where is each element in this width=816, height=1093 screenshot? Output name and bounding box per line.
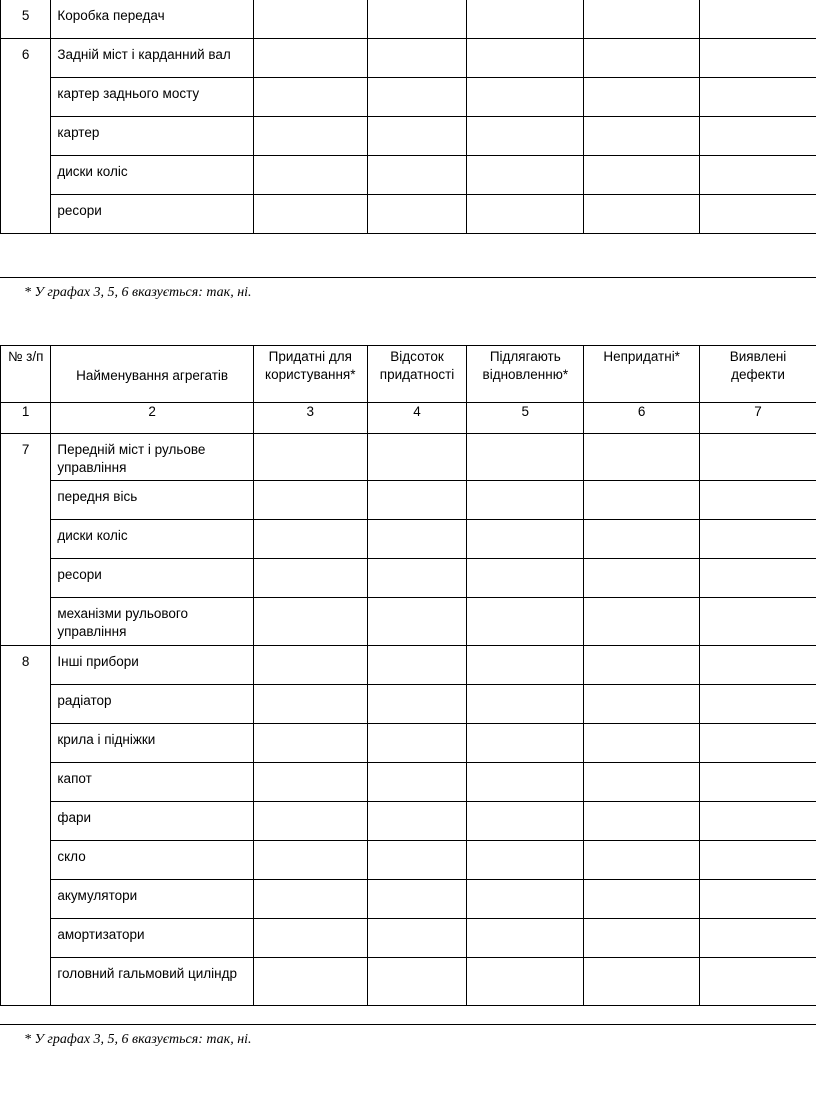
- cell-col6[interactable]: [584, 724, 700, 763]
- cell-col3[interactable]: [253, 0, 367, 39]
- cell-col7[interactable]: [700, 156, 816, 195]
- cell-col6[interactable]: [584, 958, 700, 1006]
- table-row: [1, 0, 816, 39]
- table-row: [1, 156, 816, 195]
- cell-col4[interactable]: [367, 78, 467, 117]
- cell-col6[interactable]: [584, 117, 700, 156]
- unit-name: Передній міст і рульове управління: [51, 434, 253, 481]
- table-row: [1, 919, 816, 958]
- cell-col5[interactable]: [467, 117, 584, 156]
- cell-col5[interactable]: [467, 78, 584, 117]
- table-row: [1, 802, 816, 841]
- cell-col5[interactable]: [467, 156, 584, 195]
- cell-col5[interactable]: [467, 724, 584, 763]
- row-number: 5: [1, 0, 51, 39]
- cell-col4[interactable]: [367, 520, 467, 559]
- table-row: [1, 481, 816, 520]
- cell-col5[interactable]: [467, 646, 584, 685]
- cell-col4[interactable]: [367, 802, 467, 841]
- cell-col7[interactable]: [700, 481, 816, 520]
- cell-col6[interactable]: [584, 39, 700, 78]
- cell-col7[interactable]: [700, 841, 816, 880]
- cell-col7[interactable]: [700, 880, 816, 919]
- table-row: [1, 958, 816, 1006]
- footnote-rule: [0, 277, 816, 278]
- cell-col3[interactable]: [253, 724, 367, 763]
- column-index: 6: [584, 403, 700, 434]
- cell-col3[interactable]: [253, 434, 367, 481]
- footnote: * У графах 3, 5, 6 вказується: так, ні.: [24, 1032, 252, 1047]
- cell-col3[interactable]: [253, 919, 367, 958]
- cell-col5[interactable]: [467, 434, 584, 481]
- cell-col3[interactable]: [253, 39, 367, 78]
- cell-col5[interactable]: [467, 919, 584, 958]
- cell-col6[interactable]: [584, 481, 700, 520]
- cell-col7[interactable]: [700, 598, 816, 646]
- cell-col3[interactable]: [253, 646, 367, 685]
- unit-name: головний гальмовий циліндр: [51, 958, 253, 1006]
- unit-name: картер заднього мосту: [51, 78, 253, 117]
- cell-col4[interactable]: [367, 646, 467, 685]
- column-index: 7: [700, 403, 816, 434]
- cell-col5[interactable]: [467, 598, 584, 646]
- cell-col6[interactable]: [584, 646, 700, 685]
- cell-col7[interactable]: [700, 117, 816, 156]
- unit-name: ресори: [51, 559, 253, 598]
- defects-table-part1: [0, 0, 816, 234]
- column-index: 2: [51, 403, 253, 434]
- unit-name: механізми рульового управління: [51, 598, 253, 646]
- cell-col5[interactable]: [467, 39, 584, 78]
- cell-col3[interactable]: [253, 481, 367, 520]
- cell-col5[interactable]: [467, 481, 584, 520]
- cell-col3[interactable]: [253, 598, 367, 646]
- unit-name: скло: [51, 841, 253, 880]
- cell-col7[interactable]: [700, 919, 816, 958]
- cell-col3[interactable]: [253, 520, 367, 559]
- cell-col3[interactable]: [253, 195, 367, 234]
- cell-col4[interactable]: [367, 598, 467, 646]
- table-row: [1, 880, 816, 919]
- cell-col3[interactable]: [253, 763, 367, 802]
- table-row: [1, 78, 816, 117]
- cell-col6[interactable]: [584, 434, 700, 481]
- cell-col7[interactable]: [700, 763, 816, 802]
- cell-col5[interactable]: [467, 958, 584, 1006]
- cell-col7[interactable]: [700, 724, 816, 763]
- table-row: [1, 724, 816, 763]
- cell-col7[interactable]: [700, 958, 816, 1006]
- cell-col7[interactable]: [700, 520, 816, 559]
- cell-col4[interactable]: [367, 39, 467, 78]
- cell-col7[interactable]: [700, 39, 816, 78]
- cell-col3[interactable]: [253, 802, 367, 841]
- footnote-rule: [0, 1024, 816, 1025]
- cell-col3[interactable]: [253, 958, 367, 1006]
- cell-col6[interactable]: [584, 78, 700, 117]
- unit-name: радіатор: [51, 685, 253, 724]
- cell-col4[interactable]: [367, 763, 467, 802]
- header-defects: Виявлені дефекти: [700, 346, 816, 403]
- cell-col4[interactable]: [367, 841, 467, 880]
- cell-col6[interactable]: [584, 919, 700, 958]
- cell-col5[interactable]: [467, 559, 584, 598]
- cell-col4[interactable]: [367, 434, 467, 481]
- table-row: [1, 520, 816, 559]
- cell-col4[interactable]: [367, 880, 467, 919]
- table-row: [1, 763, 816, 802]
- footnote: * У графах 3, 5, 6 вказується: так, ні.: [24, 285, 252, 300]
- cell-col3[interactable]: [253, 78, 367, 117]
- cell-col3[interactable]: [253, 880, 367, 919]
- header-usable: Придатні для користування*: [253, 346, 367, 403]
- cell-col6[interactable]: [584, 763, 700, 802]
- cell-col4[interactable]: [367, 117, 467, 156]
- cell-col6[interactable]: [584, 685, 700, 724]
- cell-col7[interactable]: [700, 195, 816, 234]
- cell-col6[interactable]: [584, 880, 700, 919]
- row-number: 7: [1, 434, 51, 646]
- cell-col5[interactable]: [467, 0, 584, 39]
- column-index: 5: [467, 403, 584, 434]
- table-row: [1, 39, 816, 78]
- header-unit-name: Найменування агрегатів: [51, 346, 253, 403]
- cell-col4[interactable]: [367, 481, 467, 520]
- cell-col3[interactable]: [253, 685, 367, 724]
- cell-col5[interactable]: [467, 685, 584, 724]
- cell-col6[interactable]: [584, 559, 700, 598]
- row-number: 6: [1, 39, 51, 234]
- cell-col7[interactable]: [700, 559, 816, 598]
- cell-col6[interactable]: [584, 841, 700, 880]
- cell-col6[interactable]: [584, 156, 700, 195]
- table-row: [1, 646, 816, 685]
- table-row: [1, 685, 816, 724]
- cell-col7[interactable]: [700, 0, 816, 39]
- unit-name: Задній міст і карданний вал: [51, 39, 253, 78]
- unit-name: картер: [51, 117, 253, 156]
- cell-col5[interactable]: [467, 880, 584, 919]
- table-row: [1, 559, 816, 598]
- cell-col5[interactable]: [467, 195, 584, 234]
- table-row: [1, 841, 816, 880]
- table-row: [1, 195, 816, 234]
- cell-col3[interactable]: [253, 117, 367, 156]
- cell-col5[interactable]: [467, 841, 584, 880]
- cell-col6[interactable]: [584, 520, 700, 559]
- unit-name: ресори: [51, 195, 253, 234]
- cell-col3[interactable]: [253, 156, 367, 195]
- table-row: [1, 434, 816, 481]
- unit-name: передня вісь: [51, 481, 253, 520]
- cell-col4[interactable]: [367, 958, 467, 1006]
- cell-col4[interactable]: [367, 685, 467, 724]
- row-number: 8: [1, 646, 51, 1006]
- column-index-row: [1, 403, 816, 434]
- defects-table-part2: [0, 345, 816, 1006]
- unit-name: крила і підніжки: [51, 724, 253, 763]
- cell-col4[interactable]: [367, 156, 467, 195]
- cell-col3[interactable]: [253, 559, 367, 598]
- cell-col7[interactable]: [700, 646, 816, 685]
- cell-col4[interactable]: [367, 559, 467, 598]
- table-row: [1, 117, 816, 156]
- cell-col3[interactable]: [253, 841, 367, 880]
- cell-col6[interactable]: [584, 802, 700, 841]
- unit-name: диски коліс: [51, 520, 253, 559]
- unit-name: фари: [51, 802, 253, 841]
- cell-col6[interactable]: [584, 598, 700, 646]
- cell-col6[interactable]: [584, 195, 700, 234]
- cell-col4[interactable]: [367, 919, 467, 958]
- unit-name: капот: [51, 763, 253, 802]
- cell-col5[interactable]: [467, 520, 584, 559]
- cell-col7[interactable]: [700, 802, 816, 841]
- unit-name: акумулятори: [51, 880, 253, 919]
- column-index: 3: [253, 403, 367, 434]
- cell-col6[interactable]: [584, 0, 700, 39]
- unit-name: амортизатори: [51, 919, 253, 958]
- cell-col7[interactable]: [700, 434, 816, 481]
- cell-col5[interactable]: [467, 763, 584, 802]
- header-unusable: Непридатні*: [584, 346, 700, 403]
- cell-col4[interactable]: [367, 195, 467, 234]
- column-index: 1: [1, 403, 51, 434]
- header-restore: Підлягають відновленню*: [467, 346, 584, 403]
- unit-name: Інші прибори: [51, 646, 253, 685]
- header-row: [1, 346, 816, 403]
- unit-name: диски коліс: [51, 156, 253, 195]
- cell-col4[interactable]: [367, 0, 467, 39]
- cell-col5[interactable]: [467, 802, 584, 841]
- unit-name: Коробка передач: [51, 0, 253, 39]
- cell-col4[interactable]: [367, 724, 467, 763]
- table-row: [1, 598, 816, 646]
- column-index: 4: [367, 403, 467, 434]
- header-number: № з/п: [1, 346, 51, 403]
- header-percent: Відсоток придатності: [367, 346, 467, 403]
- cell-col7[interactable]: [700, 78, 816, 117]
- cell-col7[interactable]: [700, 685, 816, 724]
